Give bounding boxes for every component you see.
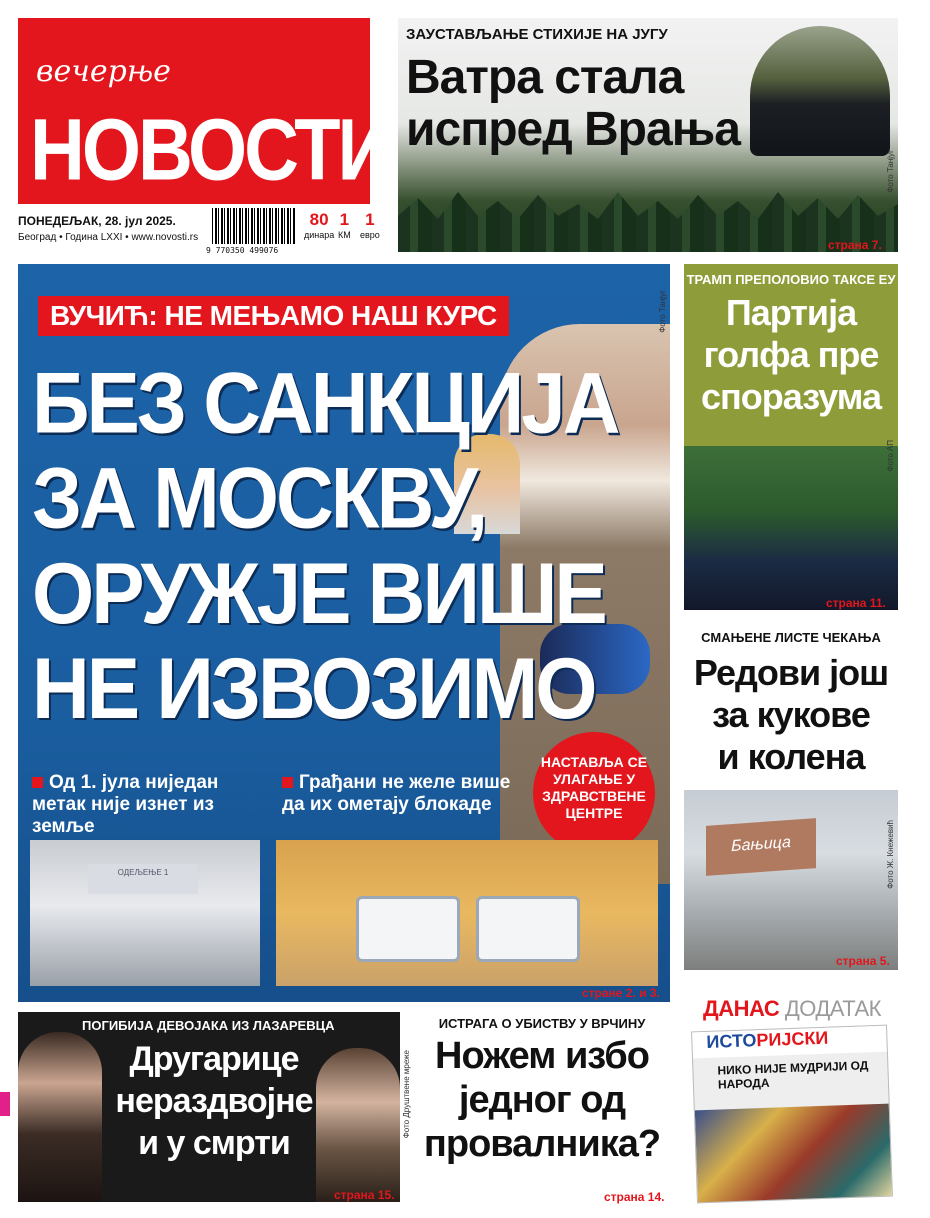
knife-headline: Ножем избо једног од провалника? xyxy=(423,1035,661,1165)
firefighters-photo xyxy=(750,26,890,156)
knife-story[interactable] xyxy=(412,1012,672,1202)
forest-photo xyxy=(398,192,898,252)
masthead-logo xyxy=(18,18,390,204)
health-badge: НАСТАВЉА СЕ УЛАГАЊЕ У ЗДРАВСТВЕНЕ ЦЕНТРЕ xyxy=(533,732,655,854)
trump-photo-credit: Фото AП xyxy=(886,440,895,472)
golf-photo xyxy=(684,446,898,610)
friends-photo-credit: Фото Друштвене мреже xyxy=(402,1050,411,1139)
price-km: 1 КМ xyxy=(338,210,351,240)
corridor-sign: ОДЕЉЕЊЕ 1 xyxy=(88,864,198,894)
knife-kicker: ИСТРАГА О УБИСТВУ У ВРЧИНУ xyxy=(438,1016,646,1031)
corridor-photo xyxy=(30,840,260,986)
bed-shape xyxy=(356,896,460,962)
edge-marker xyxy=(0,1092,10,1116)
trump-kicker: ТРАМП ПРЕПОЛОВИО ТАКСЕ ЕУ xyxy=(686,272,896,287)
main-kicker: ВУЧИЋ: НЕ МЕЊАМО НАШ КУРС xyxy=(38,296,509,336)
knife-page-ref: страна 14. xyxy=(604,1190,665,1204)
barcode-number: 9 770350 499076 xyxy=(206,246,279,255)
barcode xyxy=(212,208,296,244)
friends-kicker: ПОГИБИЈА ДЕВОЈАКА ИЗ ЛАЗАРЕВЦА xyxy=(82,1018,335,1033)
bullet-square-icon xyxy=(32,777,43,788)
hospital-sign: Бањица xyxy=(706,818,816,876)
masthead-title: НОВОСТИ xyxy=(30,101,390,199)
issue-date: ПОНЕДЕЉАК, 28. јул 2025. xyxy=(18,214,176,228)
queue-story[interactable] xyxy=(684,630,898,970)
girl-photo-left xyxy=(18,1032,102,1202)
main-headline: БЕЗ САНКЦИЈА ЗА МОСКВУ, ОРУЖЈЕ ВИШЕ НЕ ИЗВОЗИМО xyxy=(32,354,618,737)
bullet-item: Грађани не желе више да их ометају блокаде xyxy=(282,772,511,815)
supplement-promo[interactable] xyxy=(686,996,898,1202)
friends-headline: Другарице нераздвојне и у смрти xyxy=(115,1040,313,1162)
magazine-artwork xyxy=(695,1104,892,1204)
bullet-square-icon xyxy=(282,777,293,788)
main-story[interactable] xyxy=(18,264,670,1002)
fire-page-ref: страна 7. xyxy=(828,238,882,252)
fire-kicker: ЗАУСТАВЉАЊЕ СТИХИЈЕ НА ЈУГУ xyxy=(406,26,668,43)
magazine-title: ИСТОРИЈСКИ xyxy=(692,1026,887,1059)
queue-photo-credit: Фото Ж. Кнежевић xyxy=(886,820,895,889)
trump-headline: Партија голфа пре споразума xyxy=(701,292,881,417)
issue-subline: Београд • Година LXXI • www.novosti.rs xyxy=(18,232,199,243)
fire-story[interactable] xyxy=(398,18,898,252)
price-dinar: 80 динара xyxy=(304,210,335,240)
queue-kicker: СМАЊЕНЕ ЛИСТЕ ЧЕКАЊА xyxy=(701,630,881,645)
queue-headline: Редови још за кукове и колена xyxy=(693,652,889,777)
queue-page-ref: страна 5. xyxy=(836,954,890,968)
magazine-cover xyxy=(691,1025,893,1204)
fire-headline: Ватра стала испред Врања xyxy=(406,51,740,156)
supplement-label: ДАНАС ДОДАТАК xyxy=(703,996,881,1021)
bed-shape xyxy=(476,896,580,962)
main-photo-credit: Фото Танјуг xyxy=(658,290,667,333)
masthead-small: вечерње xyxy=(36,54,171,89)
trump-page-ref: страна 11. xyxy=(826,596,886,610)
girl-photo-right xyxy=(316,1048,400,1202)
magazine-headline: НИКО НИЈЕ МУДРИЈИ ОД НАРОДА xyxy=(717,1058,869,1092)
trump-story[interactable] xyxy=(684,264,898,610)
main-page-ref: стране 2. и 3. xyxy=(582,986,660,1000)
fire-photo-credit: Фото Танјуг xyxy=(886,150,895,193)
friends-story[interactable] xyxy=(18,1012,400,1202)
hospital-photo xyxy=(684,790,898,970)
bullet-item: Од 1. јула ниједан метак није изнет из земље xyxy=(32,772,219,837)
friends-page-ref: страна 15. xyxy=(334,1188,395,1202)
hospital-beds-photo xyxy=(276,840,658,986)
price-euro: 1 евро xyxy=(360,210,380,240)
